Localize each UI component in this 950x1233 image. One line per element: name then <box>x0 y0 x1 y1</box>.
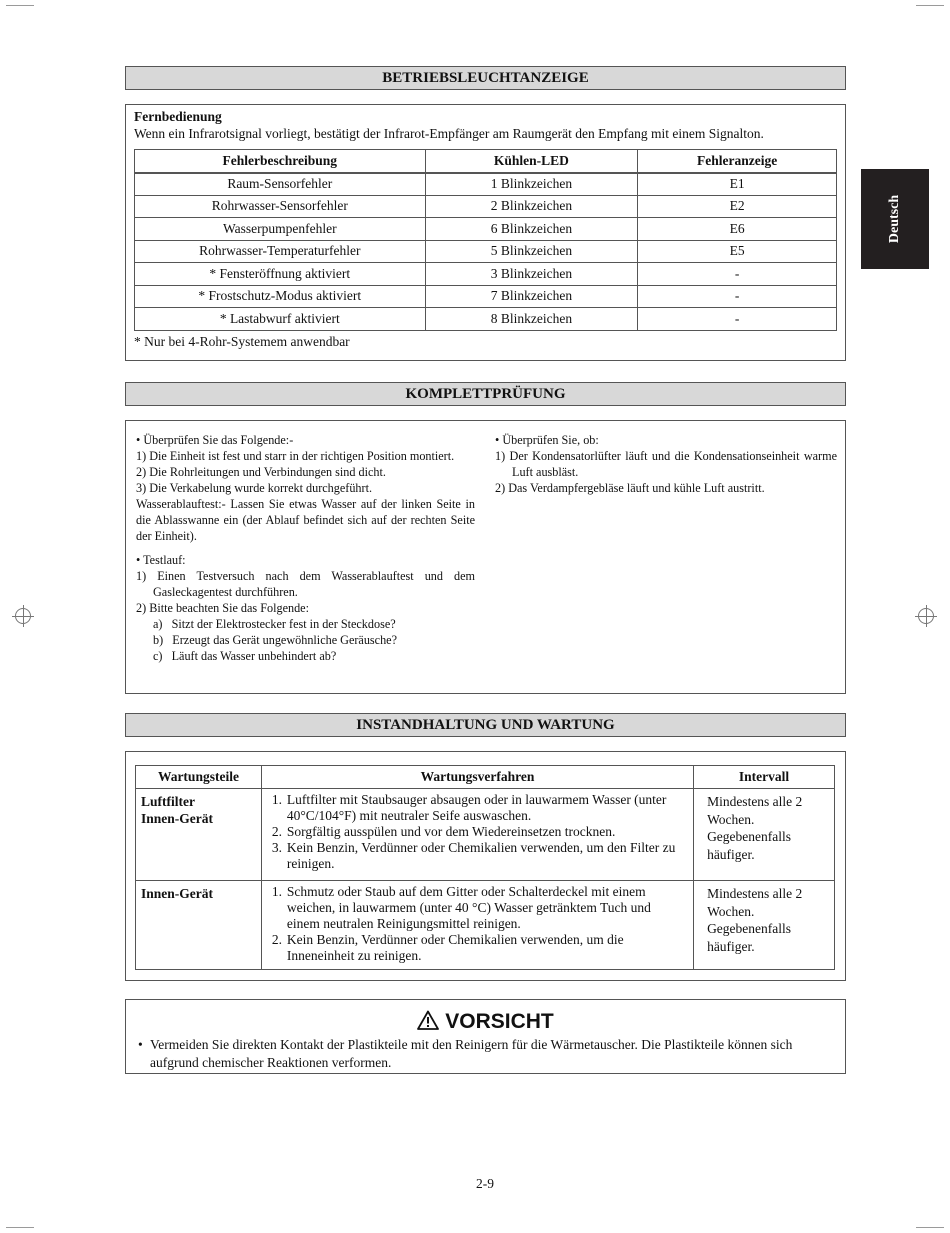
error-description: Rohrwasser-Sensorfehler <box>135 195 426 218</box>
table-row <box>135 240 837 263</box>
check-intro: • Überprüfen Sie das Folgende:- <box>136 433 294 447</box>
crop-mark <box>6 5 34 6</box>
table-row <box>135 285 837 308</box>
error-code: E1 <box>638 173 837 196</box>
procedure-step: 2. Kein Benzin, Verdünner oder Chemikalien verwenden, um die Inneneinheit zu reinigen. <box>271 932 624 963</box>
registration-mark-icon <box>918 608 934 624</box>
check-item: 2) Das Verdampfergebläse läuft und kühle Luft austritt. <box>495 481 765 495</box>
caution-text-row <box>138 1036 830 1072</box>
column-header: Fehlerbeschreibung <box>135 150 426 173</box>
testrun-intro: • Testlauf: <box>136 553 186 567</box>
led-blink: 5 Blinkzeichen <box>425 240 638 263</box>
table-row <box>135 173 837 196</box>
registration-mark-icon <box>15 608 31 624</box>
column-header: Fehleranzeige <box>638 150 837 173</box>
error-description: * Fensteröffnung aktiviert <box>135 263 426 286</box>
procedure-step: 3. Kein Benzin, Verdünner oder Chemikalien verwenden, um den Filter zu reinigen. <box>271 840 676 871</box>
table-row <box>135 218 837 241</box>
section-header-betriebsleuchtanzeige: BETRIEBSLEUCHTANZEIGE <box>125 66 846 90</box>
table-row <box>136 881 835 970</box>
table-header-row <box>136 766 835 789</box>
error-code: E2 <box>638 195 837 218</box>
testrun-item: 1) Einen Testversuch nach dem Wasserablauftest und dem Gasleckagentest durchführen. <box>136 569 475 599</box>
crop-mark <box>6 1227 34 1228</box>
caution-heading <box>126 1010 845 1034</box>
led-blink: 7 Blinkzeichen <box>425 285 638 308</box>
drain-test-text: Wasserablauftest:- Lassen Sie etwas Wasser auf der linken Seite in die Ablasswanne ein (der Ablauf befindet sich auf der rechten Seite der Einheit). <box>136 497 475 543</box>
testrun-subitem: c) Läuft das Wasser unbehindert ab? <box>153 649 337 663</box>
procedure-step: 1. Luftfilter mit Staubsauger absaugen oder in lauwarmem Wasser (unter 40°C/104°F) mit neutraler Seife auswaschen. <box>271 792 667 823</box>
testrun-subitem: a) Sitzt der Elektrostecker fest in der Steckdose? <box>153 617 396 631</box>
error-description: * Lastabwurf aktiviert <box>135 308 426 331</box>
section-header-wartung: INSTANDHALTUNG UND WARTUNG <box>125 713 846 737</box>
check-item: 2) Die Rohrleitungen und Verbindungen sind dicht. <box>136 465 386 479</box>
table-row <box>135 263 837 286</box>
testrun-subitem: b) Erzeugt das Gerät ungewöhnliche Geräusche? <box>153 633 397 647</box>
table-row <box>136 789 835 881</box>
check-item: 3) Die Verkabelung wurde korrekt durchgeführt. <box>136 481 372 495</box>
error-code: - <box>638 285 837 308</box>
check-left-column <box>136 432 475 664</box>
column-header: Kühlen-LED <box>425 150 638 173</box>
column-header: Wartungsteile <box>136 766 262 789</box>
check-box <box>125 420 846 694</box>
error-code: - <box>638 308 837 331</box>
check-item: 1) Der Kondensatorlüfter läuft und die Kondensationseinheit warme Luft ausbläst. <box>495 449 837 479</box>
caution-bullet: • <box>138 1037 143 1052</box>
led-blink: 3 Blinkzeichen <box>425 263 638 286</box>
caution-text: Vermeiden Sie direkten Kontakt der Plastikteile mit den Reinigern für die Wärmetauscher. Die Plastikteile können sich aufgrund chemischer Reaktionen verformen. <box>150 1037 793 1070</box>
check-item: 1) Die Einheit ist fest und starr in der richtigen Position montiert. <box>136 449 455 463</box>
footnote: * Nur bei 4-Rohr-Systemem anwendbar <box>134 334 350 349</box>
column-header: Intervall <box>694 766 835 789</box>
error-description: Rohrwasser-Temperaturfehler <box>135 240 426 263</box>
language-tab-label: Deutsch <box>887 194 902 244</box>
remote-description: Wenn ein Infrarotsignal vorliegt, bestätigt der Infrarot-Empfänger am Raumgerät den Empfang mit einem Signalton. <box>134 126 764 141</box>
language-tab <box>861 169 929 269</box>
column-header: Wartungsverfahren <box>261 766 693 789</box>
procedure-step: 2. Sorgfältig ausspülen und vor dem Wiedereinsetzen trocknen. <box>271 824 616 839</box>
error-description: Raum-Sensorfehler <box>135 173 426 196</box>
led-blink: 8 Blinkzeichen <box>425 308 638 331</box>
check-right-column <box>495 432 837 496</box>
led-blink: 6 Blinkzeichen <box>425 218 638 241</box>
remote-title: Fernbedienung <box>134 109 222 124</box>
error-code: E6 <box>638 218 837 241</box>
maintenance-part: Innen-Gerät <box>136 881 262 970</box>
maintenance-box <box>125 751 846 981</box>
crop-mark <box>916 1227 944 1228</box>
maintenance-procedure <box>261 789 693 881</box>
table-header-row <box>135 150 837 173</box>
page-number: 2-9 <box>476 1176 494 1191</box>
maintenance-interval: Mindestens alle 2 Wochen. Gegebenenfalls häufiger. <box>694 789 835 881</box>
testrun-item: 2) Bitte beachten Sie das Folgende: <box>136 601 309 615</box>
warning-icon <box>417 1010 439 1030</box>
error-code: E5 <box>638 240 837 263</box>
caution-title: VORSICHT <box>445 1010 554 1033</box>
crop-mark <box>916 5 944 6</box>
table-row <box>135 308 837 331</box>
error-code: - <box>638 263 837 286</box>
led-blink: 1 Blinkzeichen <box>425 173 638 196</box>
led-blink: 2 Blinkzeichen <box>425 195 638 218</box>
error-table <box>134 149 837 331</box>
error-description: * Frostschutz-Modus aktiviert <box>135 285 426 308</box>
maintenance-part: Luftfilter Innen-Gerät <box>136 789 262 881</box>
caution-box <box>125 999 846 1074</box>
maintenance-procedure <box>261 881 693 970</box>
table-row <box>135 195 837 218</box>
maintenance-interval: Mindestens alle 2 Wochen. Gegebenenfalls häufiger. <box>694 881 835 970</box>
indicator-box <box>125 104 846 361</box>
section-header-komplettpruefung: KOMPLETTPRÜFUNG <box>125 382 846 406</box>
maintenance-table <box>135 765 835 970</box>
procedure-step: 1. Schmutz oder Staub auf dem Gitter oder Schalterdeckel mit einem weichen, in lauwarmem (unter 40 °C) Wasser getränktem Tuch und einem neutralen Reinigungsmittel reinigen. <box>271 884 651 931</box>
check-intro: • Überprüfen Sie, ob: <box>495 433 599 447</box>
error-description: Wasserpumpenfehler <box>135 218 426 241</box>
